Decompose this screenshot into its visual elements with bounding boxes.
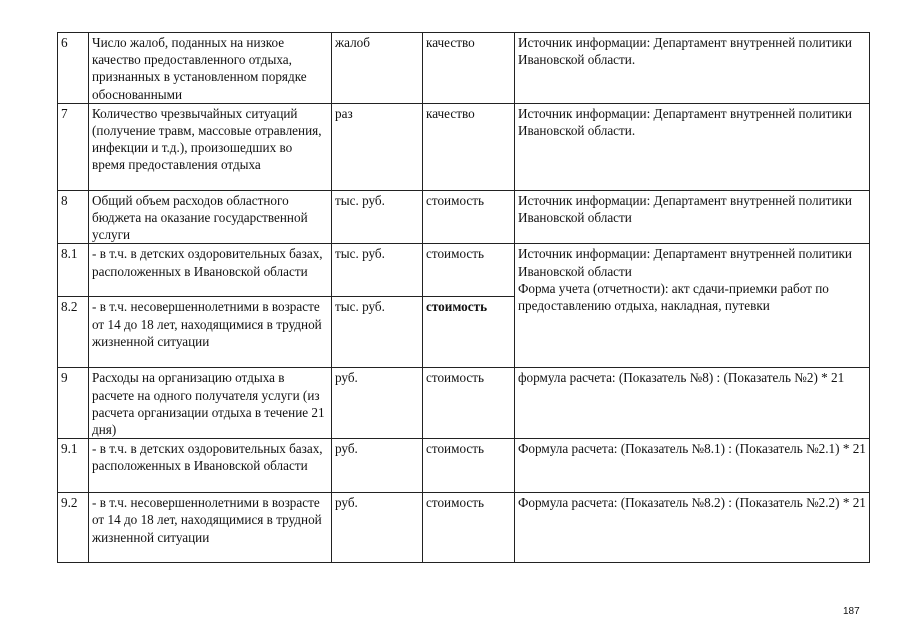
indicator-type: стоимость xyxy=(423,368,515,439)
indicator-type: стоимость xyxy=(423,244,515,297)
indicator-name: - в т.ч. в детских оздоровительных базах, расположенных в Ивановской области xyxy=(89,244,332,297)
source-cell xyxy=(515,244,870,368)
indicator-name: - в т.ч. в детских оздоровительных базах, расположенных в Ивановской области xyxy=(89,439,332,493)
table-row xyxy=(58,244,870,297)
table-row xyxy=(58,368,870,439)
unit-cell: руб. xyxy=(332,439,423,493)
indicator-type: стоимость xyxy=(423,297,515,368)
indicator-name: Количество чрезвычайных ситуаций (получение травм, массовые отравления, инфекции и т.д.), произошедших во время предоставления отдыха xyxy=(89,103,332,190)
unit-cell: жалоб xyxy=(332,33,423,104)
source-cell: Формула расчета: (Показатель №8.2) : (Показатель №2.2) * 21 xyxy=(515,493,870,563)
row-number: 8.2 xyxy=(58,297,89,368)
table-row xyxy=(58,439,870,493)
unit-cell: раз xyxy=(332,103,423,190)
source-cell: Источник информации: Департамент внутренней политики Ивановской области xyxy=(515,190,870,244)
source-cell: формула расчета: (Показатель №8) : (Показатель №2) * 21 xyxy=(515,368,870,439)
row-number: 6 xyxy=(58,33,89,104)
indicator-name: - в т.ч. несовершеннолетними в возрасте от 14 до 18 лет, находящимися в трудной жизненной ситуации xyxy=(89,493,332,563)
table-row xyxy=(58,190,870,244)
source-cell: Формула расчета: (Показатель №8.1) : (Показатель №2.1) * 21 xyxy=(515,439,870,493)
accounting-form: Форма учета (отчетности): акт сдачи-приемки работ по предоставлению отдыха, накладная, путевки xyxy=(518,280,829,314)
row-number: 7 xyxy=(58,103,89,190)
indicator-name: - в т.ч. несовершеннолетними в возрасте от 14 до 18 лет, находящимися в трудной жизненной ситуации xyxy=(89,297,332,368)
row-number: 9.1 xyxy=(58,439,89,493)
unit-cell: руб. xyxy=(332,368,423,439)
indicator-type: стоимость xyxy=(423,190,515,244)
source-info: Источник информации: Департамент внутренней политики Ивановской области xyxy=(518,246,852,279)
indicator-name: Общий объем расходов областного бюджета на оказание государственной услуги xyxy=(89,190,332,244)
table-row xyxy=(58,493,870,563)
indicator-type: качество xyxy=(423,103,515,190)
table-row xyxy=(58,103,870,190)
row-number: 8 xyxy=(58,190,89,244)
row-number: 8.1 xyxy=(58,244,89,297)
indicator-name: Расходы на организацию отдыха в расчете на одного получателя услуги (из расчета организации отдыха в течение 21 дня) xyxy=(89,368,332,439)
indicator-type: качество xyxy=(423,33,515,104)
unit-cell: руб. xyxy=(332,493,423,563)
unit-cell: тыс. руб. xyxy=(332,244,423,297)
unit-cell: тыс. руб. xyxy=(332,297,423,368)
row-number: 9.2 xyxy=(58,493,89,563)
page-number: 187 xyxy=(843,606,860,617)
indicator-type: стоимость xyxy=(423,439,515,493)
unit-cell: тыс. руб. xyxy=(332,190,423,244)
source-cell: Источник информации: Департамент внутренней политики Ивановской области. xyxy=(515,33,870,104)
indicators-table xyxy=(57,32,870,563)
table-row xyxy=(58,33,870,104)
row-number: 9 xyxy=(58,368,89,439)
indicator-type: стоимость xyxy=(423,493,515,563)
indicator-name: Число жалоб, поданных на низкое качество предоставленного отдыха, признанных в установленном порядке обоснованными xyxy=(89,33,332,104)
source-cell: Источник информации: Департамент внутренней политики Ивановской области. xyxy=(515,103,870,190)
